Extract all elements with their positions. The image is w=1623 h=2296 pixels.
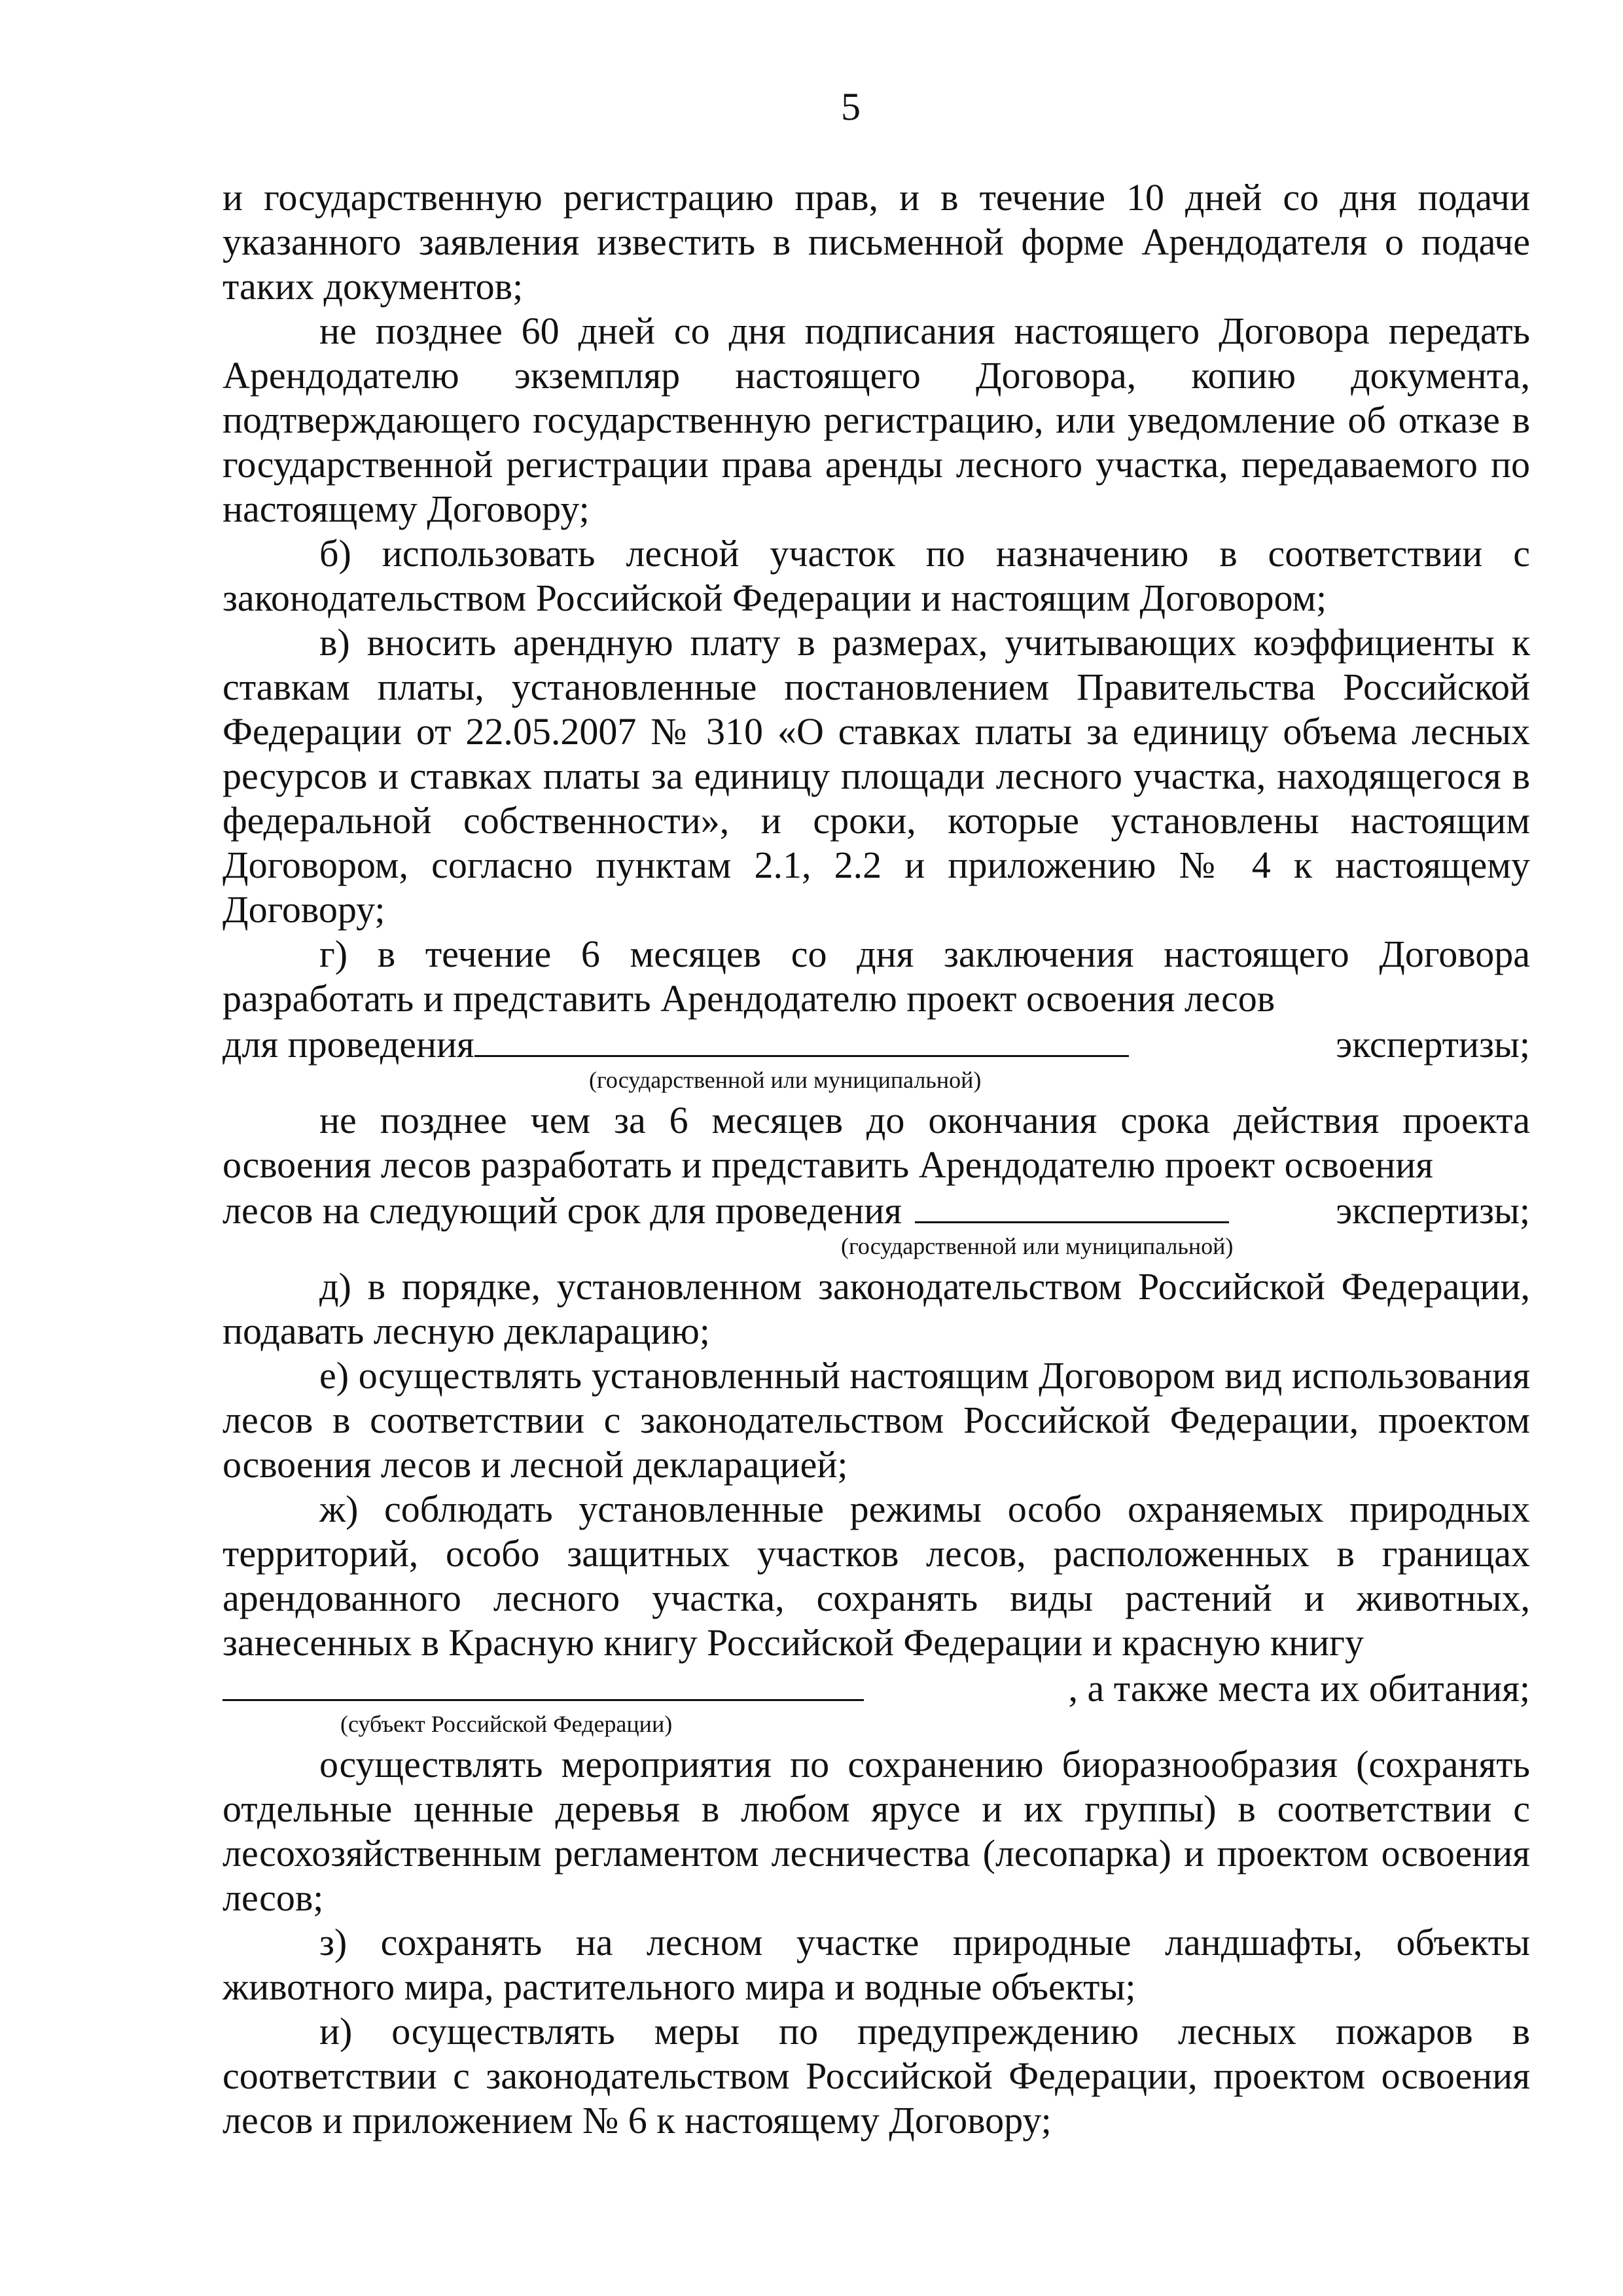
expertise-line-2-end: экспертизы;: [1336, 1189, 1530, 1232]
red-book-line: [223, 1665, 1530, 1711]
expertise-line-1: [223, 1021, 1530, 1067]
expertise-line-1-end: экспертизы;: [1336, 1023, 1530, 1066]
paragraph-biodiversity: осуществлять мероприятия по сохранению биоразнообразия (сохранять отдельные ценные деревья в любом ярусе и их группы) в соответствии с лесохозяйственным регламентом лесничества (лесопарка) и проектом освоения лесов;: [223, 1743, 1530, 1919]
page-number: 5: [841, 85, 861, 128]
paragraph-next-term: [223, 1098, 1530, 1187]
document-body: [223, 175, 1530, 2143]
paragraph-item-z: з) сохранять на лесном участке природные ландшафты, объекты животного мира, растительного мира и водные объекты;: [223, 1921, 1530, 2008]
paragraph-next-term-text: не позднее чем за 6 месяцев до окончания срока действия проекта освоения лесов разработать и представить Арендодателю проект освоения: [223, 1099, 1530, 1186]
paragraph-transfer-copy: не позднее 60 дней со дня подписания настоящего Договора передать Арендодателю экземпляр настоящего Договора, копию документа, подтверждающего государственную регистрацию, или уведомление об отказе в государственной регистрации права аренды лесного участка, передаваемого по настоящему Договору;: [223, 310, 1530, 530]
expertise-line-2: [223, 1187, 1530, 1233]
caption-subject: (субъект Российской Федерации): [340, 1711, 673, 1737]
paragraph-item-zh: [223, 1487, 1530, 1665]
caption-state-municipal-2: (государственной или муниципальной): [841, 1233, 1234, 1259]
paragraph-item-g-text: г) в течение 6 месяцев со дня заключения настоящего Договора разработать и представить Арендодателю проект освоения лесов: [223, 933, 1530, 1020]
red-book-line-end: , а также места их обитания;: [1068, 1667, 1530, 1710]
paragraph-registration: и государственную регистрацию прав, и в течение 10 дней со дня подачи указанного заявления известить в письменной форме Арендодателя о подаче таких документов;: [223, 176, 1530, 308]
paragraph-item-e: е) осуществлять установленный настоящим Договором вид использования лесов в соответствии с законодательством Российской Федерации, проектом освоения лесов и лесной декларацией;: [223, 1354, 1530, 1486]
subject-blank[interactable]: [223, 1665, 864, 1701]
caption-state-municipal-1: (государственной или муниципальной): [589, 1067, 982, 1093]
expertise-line-2-start: лесов на следующий срок для проведения: [223, 1189, 902, 1232]
expertise-line-1-start: для проведения: [223, 1023, 474, 1066]
paragraph-item-zh-text: ж) соблюдать установленные режимы особо охраняемых природных территорий, особо защитных участков лесов, расположенных в границах арендованного лесного участка, сохранять виды растений и животных, занесенных в Красную книгу Российской Федерации и красную книгу: [223, 1488, 1530, 1664]
paragraph-item-i: и) осуществлять меры по предупреждению лесных пожаров в соответствии с законодательством Российской Федерации, проектом освоения лесов и приложением № 6 к настоящему Договору;: [223, 2010, 1530, 2142]
expertise-type-blank-2[interactable]: [915, 1187, 1229, 1223]
paragraph-item-v: в) вносить арендную плату в размерах, учитывающих коэффициенты к ставкам платы, установленные постановлением Правительства Российской Федерации от 22.05.2007 № 310 «О ставках платы за единицу объема лесных ресурсов и ставках платы за единицу площади лесного участка, находящегося в федеральной собственности», и сроки, которые установлены настоящим Договором, согласно пунктам 2.1, 2.2 и приложению № 4 к настоящему Договору;: [223, 621, 1530, 931]
paragraph-item-d: д) в порядке, установленном законодательством Российской Федерации, подавать лесную декларацию;: [223, 1265, 1530, 1352]
paragraph-item-g: [223, 932, 1530, 1021]
expertise-type-blank-1[interactable]: [474, 1021, 1129, 1057]
paragraph-item-b: б) использовать лесной участок по назначению в соответствии с законодательством Российской Федерации и настоящим Договором;: [223, 532, 1530, 619]
